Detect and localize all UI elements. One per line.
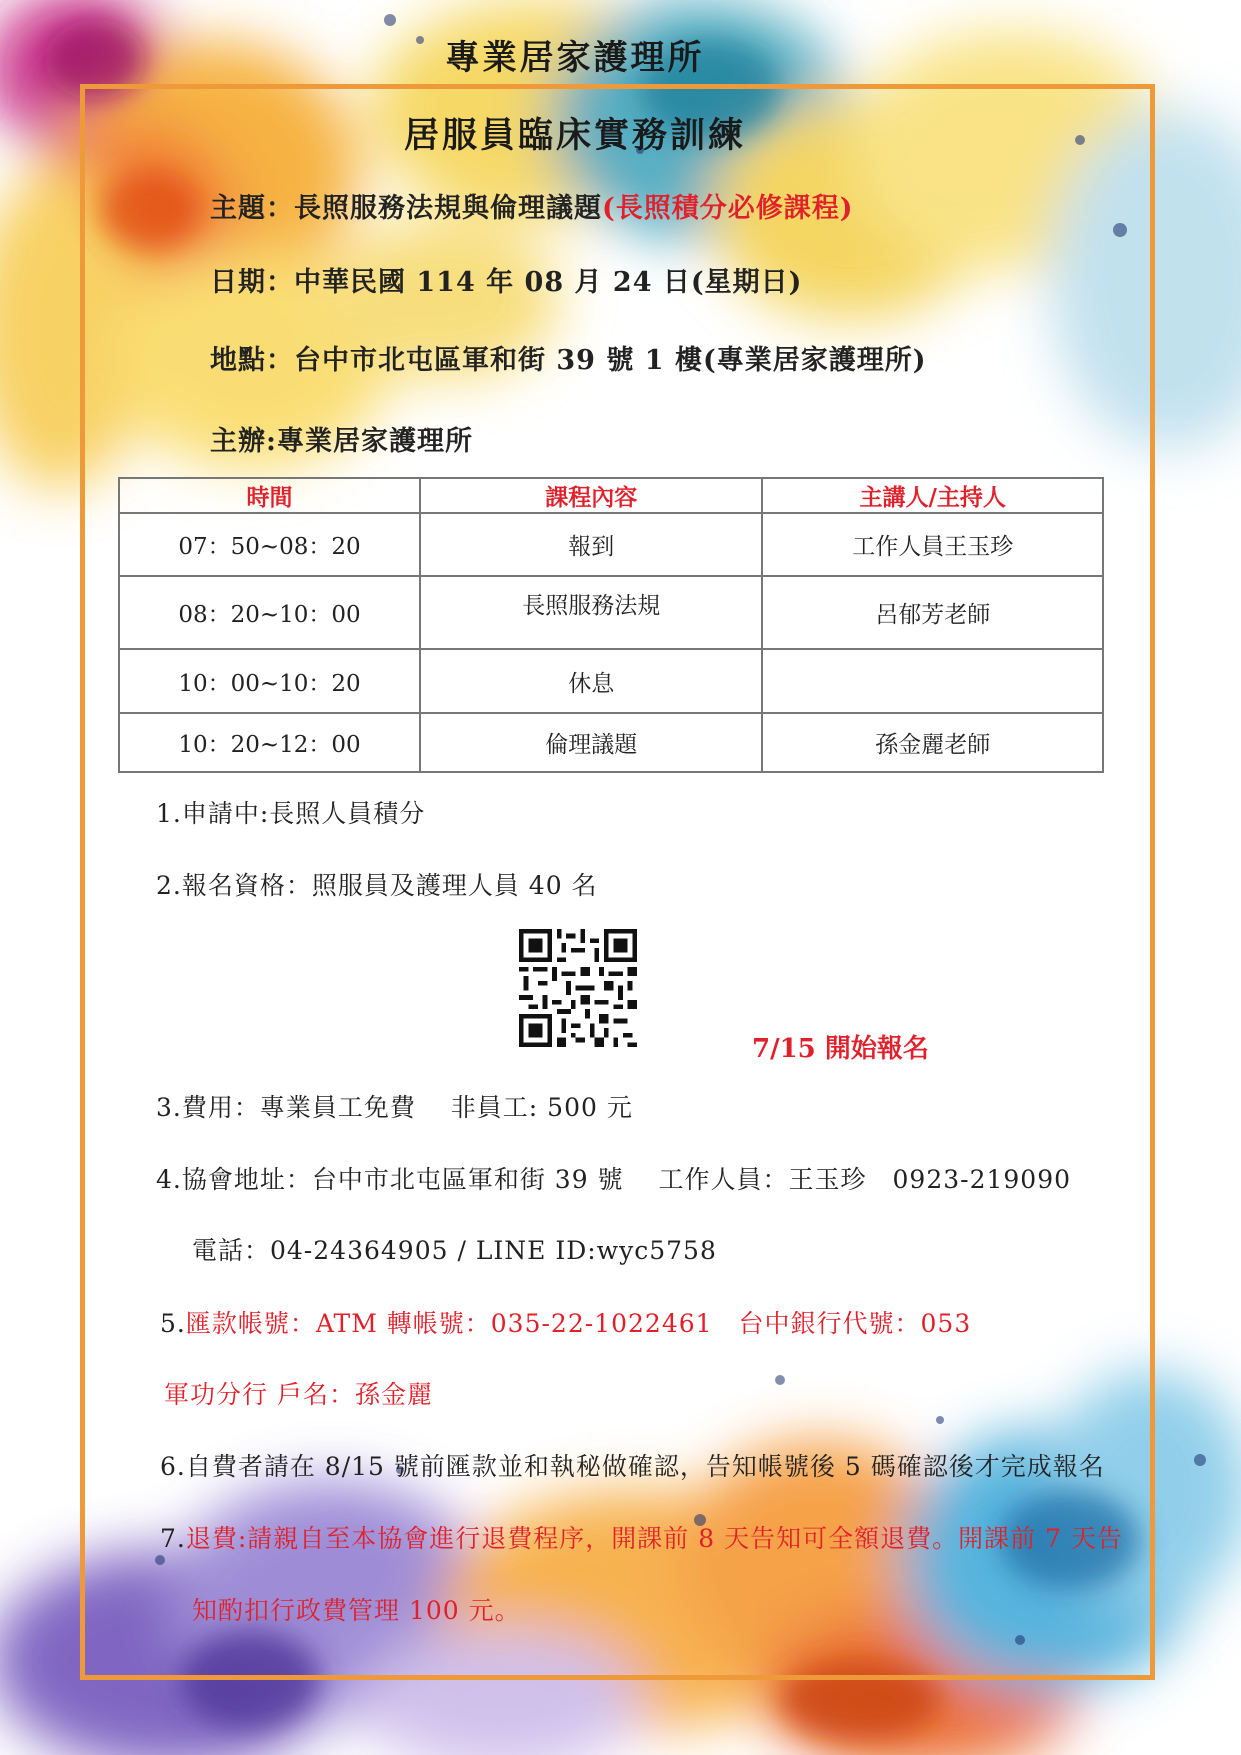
speaker-cell: 工作人員王玉珍 xyxy=(762,513,1103,576)
date-line: 日期：中華民國 114 年 08 月 24 日(星期日) xyxy=(210,267,803,298)
table-row xyxy=(119,649,1103,713)
table-row xyxy=(119,713,1103,772)
note-refund-continued: 知酌扣行政費管理 100 元。 xyxy=(192,1596,521,1625)
table-header-row xyxy=(119,478,1103,513)
note-phone: 電話：04-24364905 / LINE ID:wyc5758 xyxy=(192,1236,717,1265)
topic-text: 主題：長照服務法規與倫理議題 xyxy=(210,193,602,224)
qr-code-icon[interactable] xyxy=(519,929,637,1047)
content-cell: 長照服務法規 xyxy=(420,576,762,649)
note-bank-text: 匯款帳號：ATM 轉帳號：035-22-1022461 台中銀行代號：053 xyxy=(185,1309,972,1338)
note-fee: 3.費用：專業員工免費 非員工: 500 元 xyxy=(156,1093,633,1122)
note-credit: 1.申請中:長照人員積分 xyxy=(156,799,426,828)
content-cell: 報到 xyxy=(420,513,762,576)
note-payment-deadline: 6.自費者請在 8/15 號前匯款並和執秘做確認，告知帳號後 5 碼確認後才完成報名 xyxy=(160,1452,1105,1481)
note-bank-account xyxy=(160,1304,971,1340)
content-cell: 倫理議題 xyxy=(420,713,762,772)
note-bank-number: 5. xyxy=(160,1309,186,1338)
note-refund xyxy=(160,1519,1123,1555)
table-row xyxy=(119,576,1103,649)
time-cell: 08：20~10：00 xyxy=(119,576,420,649)
registration-start: 7/15 開始報名 xyxy=(752,1034,929,1064)
schedule-table xyxy=(118,477,1104,773)
document-title: 居服員臨床實務訓練 xyxy=(403,115,746,156)
time-cell: 10：20~12：00 xyxy=(119,713,420,772)
header-time: 時間 xyxy=(119,478,420,513)
time-cell: 10：00~10：20 xyxy=(119,649,420,713)
content-cell: 休息 xyxy=(420,649,762,713)
note-refund-number: 7. xyxy=(160,1524,186,1553)
note-eligibility: 2.報名資格：照服員及護理人員 40 名 xyxy=(156,871,598,900)
organizer-line: 主辦:專業居家護理所 xyxy=(210,426,473,457)
organization-title: 專業居家護理所 xyxy=(445,38,705,78)
time-cell: 07：50~08：20 xyxy=(119,513,420,576)
header-content: 課程內容 xyxy=(420,478,762,513)
note-bank-branch: 軍功分行 戶名：孫金麗 xyxy=(164,1380,433,1409)
header-speaker: 主講人/主持人 xyxy=(762,478,1103,513)
speaker-cell: 呂郁芳老師 xyxy=(762,576,1103,649)
topic-highlight: (長照積分必修課程) xyxy=(602,193,854,224)
topic-line xyxy=(210,186,854,225)
table-row xyxy=(119,513,1103,576)
speaker-cell: 孫金麗老師 xyxy=(762,713,1103,772)
note-refund-text: 退費:請親自至本協會進行退費程序，開課前 8 天告知可全額退費。開課前 7 天告 xyxy=(185,1524,1123,1553)
speaker-cell xyxy=(762,649,1103,713)
location-line: 地點：台中市北屯區軍和街 39 號 1 樓(專業居家護理所) xyxy=(210,345,927,376)
note-address: 4.協會地址：台中市北屯區軍和街 39 號 工作人員：王玉珍 0923-219090 xyxy=(156,1165,1072,1194)
